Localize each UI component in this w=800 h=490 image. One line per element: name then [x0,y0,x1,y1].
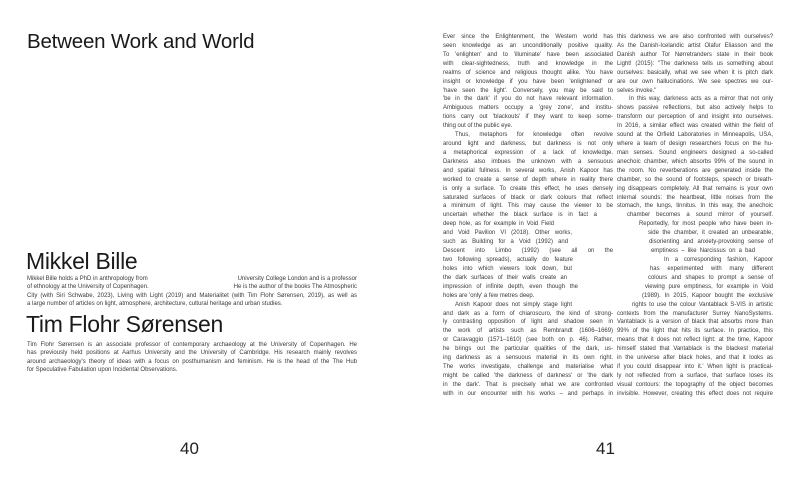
text-line: ing disappears completely. All that remains is your own [617,185,773,192]
text-line: As the Danish-Icelandic artist Olafur Eliasson and the [617,42,773,49]
text-line: Thus, metaphors for knowledge often revolve [455,132,613,139]
text-line: in the dark'. That is precisely what we are confronted [443,381,613,388]
text-line: Ever since the Enlightenment, the Western world has [443,34,613,40]
text-line: ly contrasting opposition of light and shadow seen in [443,319,613,326]
page-number: 41 [596,439,615,458]
text-line: a metaphorical expression of a lack of knowledge. [443,149,613,156]
text-line: worked to create a sense of depth where in reality there [443,176,613,183]
text-line: and Void Pavilion VI (2018). Other works, [443,230,572,237]
chapter-title: Between Work and World [27,30,255,53]
text-line: 'have seen the light'. Conversely, you may be said to [443,87,613,94]
text-line: where a team of design researchers focus on the hu- [617,141,773,148]
text-line: this darkness we are also confronted with ourselves? [617,34,773,40]
text-line: Reportedly, for most people who have been in- [639,221,773,228]
author-name-tim-flohr-sorensen: Tim Flohr Sørensen [26,311,223,337]
text-line: chamber, so the sound of footsteps, speech or breath- [617,176,773,183]
text-line: and dark as a form of chiaroscuro, the kind of strong- [443,310,613,317]
text-line: chamber becomes a sound mirror of yourself. [627,212,773,219]
text-line: with in our encounter with his works – and perhaps in [443,390,613,397]
text-line: In this way, darkness acts as a mirror that not only [629,96,773,103]
text-line: Ambiguous matters occupy a 'grey zone', and institu- [443,105,613,112]
bio-line [27,283,357,291]
text-line: shows passive reflections, but also actively helps to [617,105,773,112]
page-number: 40 [180,439,199,458]
text-line: if you could disappear into it.' When light is practical- [617,364,773,371]
bio-line: around archaeology's theory of ideas with a focus on posthumanism and feminism. He is the head of the The Hub [27,358,357,365]
text-line: has experimented with many different [650,265,773,272]
text-line: Anish Kapoor does not simply stage light [455,301,572,308]
bio-line: Tim Flohr Sørensen is an associate professor of contemporary archaeology at the University of Copenhagen. He [27,342,357,348]
bio-text-segment: of ethnology at the University of Copenhagen. [27,284,149,291]
text-line: contexts from the manufacturer Surrey NanoSystems. [617,310,773,317]
text-line: (1989). In 2015, Kapoor bought the exclusive [642,292,773,299]
text-line: colours and shapes to prompt a sense of [648,274,773,281]
text-line: around light and darkness, but darkness is not only [443,141,613,148]
text-line: internal sounds: the heartbeat, little noises from the [617,194,773,201]
text-line: ing darkness as a sensuous material in its own right. [443,355,613,362]
text-line: Danish author Tor Nørretranders state in their book [617,51,773,58]
text-line: a minimum of light. This may cause the viewer to be [443,203,613,210]
right-page [400,0,800,490]
bio-text-segment: He is the author of the books The Atmospheric [233,284,357,291]
text-line: Descent into Limbo (1992) (see all on the [443,248,613,255]
bio-line: for Speculative Fabulation upon Incidental Observations. [27,367,178,374]
text-line: such as Building for a Void (1992) and [443,239,568,246]
text-line: invisible. However, creating this effect does not require [617,390,773,397]
text-line: the room. No reverberations are generated inside the [617,167,773,174]
text-line: rights to use the colour Vantablack S-VIS in artistic [632,301,773,308]
text-line: is only a surface. To create this effect, he uses densely [443,185,613,192]
text-line: realms of science and religious thought alike. You have [443,69,613,76]
text-line: uncertain whether the black surface is in fact a [443,212,597,219]
text-line: ourselves: basically, what we see when it is pitch dark [617,69,773,76]
text-line: sound at the Orfield Laboratories in Minneapolis, USA, [617,132,773,139]
text-line: the dark surfaces of their walls create an [443,274,567,281]
text-line: To 'enlighten' and to 'illuminate' have been associated [443,51,613,58]
text-line: thing out of the public eye. [443,123,513,130]
text-line: visual contours: the topography of the object becomes [617,381,773,388]
text-line: man senses. Sound engineers designed a so-called [617,149,773,156]
bio-text-segment: University College London and is a professor [237,276,357,282]
text-line: means that it does not reflect light: at the time, Kapoor [617,337,773,344]
text-line: in the universe after black holes, and that it looks as [617,355,773,362]
author-name-mikkel-bille: Mikkel Bille [26,248,138,274]
bio-line: has previously held positions at Aarhus University and the University of Cambridge. His research mainly revolves [27,350,357,357]
text-line: Darkness also imbues the unknown with a sensuous [443,158,613,165]
bio-line: City (with Siri Schwabe, 2023), Living with Light (2019) and Materialitet (with Tim Flohr Sørensen, 2019), as well as [27,292,357,299]
text-line: and spatial fullness. In several works, Anish Kapoor has [443,167,613,174]
text-line: or Caravaggio (1571–1610) (see both on p. 46). Rather, [443,337,613,344]
text-line: 'be in the dark' if you do not have relevant information. [443,96,613,103]
bio-line: a large number of articles on light, atmosphere, architecture, cultural heritage and urban studies. [27,301,283,308]
text-line: anechoic chamber, which absorbs 99% of the sound in [617,158,773,165]
text-line: holes into which viewers look down, but [443,265,572,272]
text-line: ly not reflected from a surface, that surface loses its [617,372,773,379]
text-line: himself stated that Vantablack is the blackest material [617,346,773,353]
text-line: Light! (2015): "The darkness tells us something about [617,60,773,67]
text-line: transform our perception of and insight into ourselves. [617,114,773,121]
text-line: selves invoke." [617,87,657,94]
text-line: The works investigate, challenge and materialise what [443,364,613,371]
text-line: with clear-sightedness, truth and knowledge in the [443,60,613,67]
text-line: stomach, the lungs, tinnitus. In this way, the anechoic [617,203,773,210]
text-line: insight or knowledge if you have been 'enlightened' or [443,78,613,85]
text-line: saturated surfaces of black or dark colours that reflect [443,194,613,201]
text-line: he brings out the particular qualities of the dark, us- [443,346,613,353]
text-line: 99% of the light that hits its surface. In practice, this [617,328,773,335]
text-line: deep hole, as for example in Void Field [443,221,554,228]
text-line: impression of infinite depth, even though the [443,283,578,290]
text-line: tions carry out 'blackouts' if they want to keep some- [443,114,613,121]
bio-text-segment: Mikkel Bille holds a PhD in anthropology from [27,276,148,282]
text-line: disorienting and anxiety-provoking sense of [649,239,773,246]
bio-line [27,275,357,283]
text-line: holes are 'only' a few metres deep. [443,292,535,299]
text-line: In a corresponding fashion, Kapoor [664,257,773,263]
author-bio-tim-flohr-sorensen [27,341,357,375]
text-line: the work of artists such as Rembrandt (1606–1669) [443,328,613,335]
text-line: might be called 'the darkness of darkness' or 'the dark [443,372,613,379]
text-line: viewing pure emptiness, for example in Void [645,283,773,290]
text-line: two following spreads), actually do feature [443,257,573,263]
text-line: Vantablack is a version of black that absorbs more than [617,319,773,326]
text-line: emptiness – like Narcissus on a bad [651,248,755,255]
text-line: side the chamber, it created an unbearable, [648,230,773,237]
text-line: seen knowledge as an unconditionally positive quality. [443,42,613,49]
text-line: In 2016, a similar effect was created within the field of [617,123,773,130]
author-bio-mikkel-bille [27,275,357,309]
text-line: are our own hallucinations. We see spectres we our- [617,78,773,85]
